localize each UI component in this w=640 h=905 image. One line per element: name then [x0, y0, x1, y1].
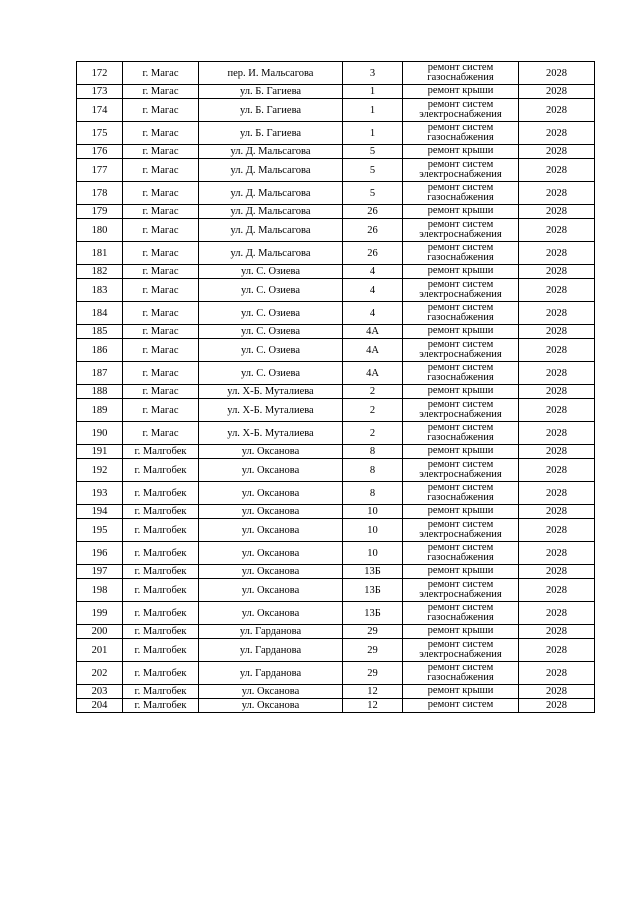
row-number: 193 [77, 482, 123, 505]
work-type-cell: ремонт систем электроснабжения [403, 459, 519, 482]
year-cell: 2028 [519, 542, 595, 565]
table-row [77, 482, 595, 505]
street-cell: ул. С. Озиева [199, 279, 343, 302]
year-cell: 2028 [519, 445, 595, 459]
work-type-cell: ремонт систем газоснабжения [403, 302, 519, 325]
table-row [77, 445, 595, 459]
street-cell: ул. Оксанова [199, 699, 343, 713]
house-number-cell: 10 [343, 519, 403, 542]
table-row [77, 62, 595, 85]
row-number: 197 [77, 565, 123, 579]
city-cell: г. Малгобек [123, 519, 199, 542]
row-number: 187 [77, 362, 123, 385]
city-cell: г. Магас [123, 325, 199, 339]
street-cell: ул. Д. Мальсагова [199, 145, 343, 159]
city-cell: г. Малгобек [123, 579, 199, 602]
year-cell: 2028 [519, 685, 595, 699]
work-type-cell: ремонт систем электроснабжения [403, 519, 519, 542]
table-row [77, 302, 595, 325]
year-cell: 2028 [519, 625, 595, 639]
city-cell: г. Малгобек [123, 445, 199, 459]
city-cell: г. Магас [123, 85, 199, 99]
city-cell: г. Магас [123, 339, 199, 362]
year-cell: 2028 [519, 242, 595, 265]
street-cell: ул. Б. Гагиева [199, 122, 343, 145]
street-cell: ул. Гарданова [199, 662, 343, 685]
street-cell: ул. Х-Б. Муталиева [199, 422, 343, 445]
row-number: 194 [77, 505, 123, 519]
row-number: 173 [77, 85, 123, 99]
work-type-cell: ремонт крыши [403, 85, 519, 99]
house-number-cell: 10 [343, 542, 403, 565]
work-type-cell: ремонт крыши [403, 265, 519, 279]
house-number-cell: 29 [343, 625, 403, 639]
year-cell: 2028 [519, 145, 595, 159]
year-cell: 2028 [519, 339, 595, 362]
work-type-cell: ремонт систем газоснабжения [403, 182, 519, 205]
house-number-cell: 26 [343, 242, 403, 265]
house-number-cell: 2 [343, 385, 403, 399]
house-number-cell: 13Б [343, 565, 403, 579]
table-row [77, 639, 595, 662]
work-type-cell: ремонт крыши [403, 445, 519, 459]
table-row [77, 519, 595, 542]
city-cell: г. Малгобек [123, 625, 199, 639]
house-number-cell: 26 [343, 205, 403, 219]
work-type-cell: ремонт систем газоснабжения [403, 542, 519, 565]
street-cell: ул. Д. Мальсагова [199, 219, 343, 242]
street-cell: ул. Д. Мальсагова [199, 205, 343, 219]
table-row [77, 625, 595, 639]
street-cell: ул. Д. Мальсагова [199, 242, 343, 265]
year-cell: 2028 [519, 99, 595, 122]
city-cell: г. Магас [123, 122, 199, 145]
street-cell: ул. Гарданова [199, 625, 343, 639]
row-number: 181 [77, 242, 123, 265]
house-number-cell: 29 [343, 662, 403, 685]
year-cell: 2028 [519, 219, 595, 242]
city-cell: г. Магас [123, 362, 199, 385]
city-cell: г. Малгобек [123, 602, 199, 625]
row-number: 180 [77, 219, 123, 242]
house-number-cell: 2 [343, 399, 403, 422]
row-number: 177 [77, 159, 123, 182]
street-cell: ул. Оксанова [199, 482, 343, 505]
year-cell: 2028 [519, 85, 595, 99]
city-cell: г. Малгобек [123, 639, 199, 662]
house-number-cell: 8 [343, 459, 403, 482]
house-number-cell: 4 [343, 265, 403, 279]
work-type-cell: ремонт систем электроснабжения [403, 639, 519, 662]
house-number-cell: 4 [343, 302, 403, 325]
city-cell: г. Магас [123, 279, 199, 302]
street-cell: ул. Гарданова [199, 639, 343, 662]
table-row [77, 205, 595, 219]
street-cell: ул. Д. Мальсагова [199, 159, 343, 182]
year-cell: 2028 [519, 362, 595, 385]
street-cell: ул. Оксанова [199, 565, 343, 579]
year-cell: 2028 [519, 205, 595, 219]
row-number: 188 [77, 385, 123, 399]
table-row [77, 385, 595, 399]
house-number-cell: 12 [343, 685, 403, 699]
row-number: 178 [77, 182, 123, 205]
city-cell: г. Магас [123, 385, 199, 399]
row-number: 203 [77, 685, 123, 699]
table-row [77, 279, 595, 302]
work-type-cell: ремонт систем газоснабжения [403, 62, 519, 85]
house-number-cell: 4 [343, 279, 403, 302]
work-type-cell: ремонт систем электроснабжения [403, 159, 519, 182]
house-number-cell: 4А [343, 325, 403, 339]
street-cell: ул. Оксанова [199, 445, 343, 459]
table-row [77, 505, 595, 519]
work-type-cell: ремонт систем электроснабжения [403, 399, 519, 422]
house-number-cell: 13Б [343, 579, 403, 602]
house-number-cell: 3 [343, 62, 403, 85]
house-number-cell: 29 [343, 639, 403, 662]
house-number-cell: 4А [343, 362, 403, 385]
table-row [77, 699, 595, 713]
table-row [77, 602, 595, 625]
city-cell: г. Магас [123, 399, 199, 422]
work-type-cell: ремонт систем электроснабжения [403, 339, 519, 362]
street-cell: пер. И. Мальсагова [199, 62, 343, 85]
row-number: 202 [77, 662, 123, 685]
year-cell: 2028 [519, 505, 595, 519]
year-cell: 2028 [519, 699, 595, 713]
year-cell: 2028 [519, 279, 595, 302]
city-cell: г. Магас [123, 219, 199, 242]
table-row [77, 579, 595, 602]
work-type-cell: ремонт систем газоснабжения [403, 122, 519, 145]
table-row [77, 422, 595, 445]
year-cell: 2028 [519, 579, 595, 602]
street-cell: ул. С. Озиева [199, 302, 343, 325]
row-number: 182 [77, 265, 123, 279]
year-cell: 2028 [519, 182, 595, 205]
house-number-cell: 5 [343, 182, 403, 205]
street-cell: ул. Б. Гагиева [199, 99, 343, 122]
work-type-cell: ремонт систем электроснабжения [403, 99, 519, 122]
work-type-cell: ремонт систем электроснабжения [403, 279, 519, 302]
year-cell: 2028 [519, 122, 595, 145]
city-cell: г. Магас [123, 242, 199, 265]
city-cell: г. Магас [123, 205, 199, 219]
work-type-cell: ремонт систем газоснабжения [403, 482, 519, 505]
table-row [77, 182, 595, 205]
work-type-cell: ремонт систем газоснабжения [403, 602, 519, 625]
row-number: 191 [77, 445, 123, 459]
city-cell: г. Магас [123, 265, 199, 279]
city-cell: г. Магас [123, 99, 199, 122]
table-row [77, 122, 595, 145]
street-cell: ул. С. Озиева [199, 362, 343, 385]
street-cell: ул. Оксанова [199, 459, 343, 482]
row-number: 192 [77, 459, 123, 482]
row-number: 195 [77, 519, 123, 542]
row-number: 199 [77, 602, 123, 625]
table-row [77, 159, 595, 182]
table-row [77, 242, 595, 265]
house-number-cell: 5 [343, 159, 403, 182]
year-cell: 2028 [519, 565, 595, 579]
house-number-cell: 13Б [343, 602, 403, 625]
work-type-cell: ремонт крыши [403, 325, 519, 339]
street-cell: ул. Х-Б. Муталиева [199, 385, 343, 399]
row-number: 172 [77, 62, 123, 85]
work-type-cell: ремонт крыши [403, 205, 519, 219]
city-cell: г. Малгобек [123, 542, 199, 565]
house-number-cell: 4А [343, 339, 403, 362]
street-cell: ул. Б. Гагиева [199, 85, 343, 99]
table-row [77, 219, 595, 242]
house-number-cell: 5 [343, 145, 403, 159]
row-number: 204 [77, 699, 123, 713]
city-cell: г. Малгобек [123, 565, 199, 579]
city-cell: г. Магас [123, 422, 199, 445]
street-cell: ул. Д. Мальсагова [199, 182, 343, 205]
work-type-cell: ремонт систем газоснабжения [403, 362, 519, 385]
work-type-cell: ремонт крыши [403, 385, 519, 399]
city-cell: г. Малгобек [123, 699, 199, 713]
table-row [77, 362, 595, 385]
year-cell: 2028 [519, 399, 595, 422]
city-cell: г. Малгобек [123, 459, 199, 482]
house-number-cell: 1 [343, 99, 403, 122]
table-row [77, 99, 595, 122]
table-row [77, 662, 595, 685]
table-body [77, 62, 595, 713]
city-cell: г. Магас [123, 302, 199, 325]
street-cell: ул. Оксанова [199, 505, 343, 519]
row-number: 175 [77, 122, 123, 145]
city-cell: г. Малгобек [123, 482, 199, 505]
work-type-cell: ремонт крыши [403, 625, 519, 639]
table-row [77, 85, 595, 99]
row-number: 184 [77, 302, 123, 325]
work-type-cell: ремонт систем электроснабжения [403, 579, 519, 602]
street-cell: ул. Оксанова [199, 579, 343, 602]
city-cell: г. Малгобек [123, 505, 199, 519]
street-cell: ул. С. Озиева [199, 339, 343, 362]
house-number-cell: 2 [343, 422, 403, 445]
street-cell: ул. С. Озиева [199, 325, 343, 339]
work-type-cell: ремонт крыши [403, 565, 519, 579]
house-number-cell: 26 [343, 219, 403, 242]
year-cell: 2028 [519, 639, 595, 662]
work-type-cell: ремонт крыши [403, 505, 519, 519]
row-number: 196 [77, 542, 123, 565]
city-cell: г. Малгобек [123, 662, 199, 685]
work-type-cell: ремонт систем газоснабжения [403, 242, 519, 265]
table-row [77, 339, 595, 362]
city-cell: г. Малгобек [123, 685, 199, 699]
year-cell: 2028 [519, 519, 595, 542]
street-cell: ул. Оксанова [199, 542, 343, 565]
year-cell: 2028 [519, 62, 595, 85]
table-row [77, 685, 595, 699]
row-number: 190 [77, 422, 123, 445]
work-type-cell: ремонт систем электроснабжения [403, 219, 519, 242]
year-cell: 2028 [519, 482, 595, 505]
house-number-cell: 12 [343, 699, 403, 713]
work-type-cell: ремонт крыши [403, 685, 519, 699]
work-type-cell: ремонт систем газоснабжения [403, 662, 519, 685]
year-cell: 2028 [519, 302, 595, 325]
row-number: 200 [77, 625, 123, 639]
row-number: 174 [77, 99, 123, 122]
work-type-cell: ремонт систем газоснабжения [403, 422, 519, 445]
city-cell: г. Магас [123, 62, 199, 85]
work-type-cell: ремонт крыши [403, 145, 519, 159]
table-row [77, 145, 595, 159]
table-row [77, 565, 595, 579]
year-cell: 2028 [519, 325, 595, 339]
house-number-cell: 8 [343, 482, 403, 505]
year-cell: 2028 [519, 662, 595, 685]
row-number: 186 [77, 339, 123, 362]
house-number-cell: 1 [343, 122, 403, 145]
table-row [77, 399, 595, 422]
street-cell: ул. Х-Б. Муталиева [199, 399, 343, 422]
work-type-cell: ремонт систем [403, 699, 519, 713]
city-cell: г. Магас [123, 182, 199, 205]
row-number: 179 [77, 205, 123, 219]
row-number: 176 [77, 145, 123, 159]
street-cell: ул. С. Озиева [199, 265, 343, 279]
street-cell: ул. Оксанова [199, 519, 343, 542]
year-cell: 2028 [519, 602, 595, 625]
street-cell: ул. Оксанова [199, 602, 343, 625]
row-number: 183 [77, 279, 123, 302]
row-number: 185 [77, 325, 123, 339]
table-row [77, 542, 595, 565]
repair-schedule-table [76, 61, 595, 713]
year-cell: 2028 [519, 385, 595, 399]
row-number: 201 [77, 639, 123, 662]
year-cell: 2028 [519, 159, 595, 182]
year-cell: 2028 [519, 265, 595, 279]
house-number-cell: 1 [343, 85, 403, 99]
city-cell: г. Магас [123, 145, 199, 159]
house-number-cell: 8 [343, 445, 403, 459]
table-row [77, 265, 595, 279]
city-cell: г. Магас [123, 159, 199, 182]
year-cell: 2028 [519, 459, 595, 482]
year-cell: 2028 [519, 422, 595, 445]
street-cell: ул. Оксанова [199, 685, 343, 699]
row-number: 189 [77, 399, 123, 422]
house-number-cell: 10 [343, 505, 403, 519]
table-row [77, 459, 595, 482]
table-row [77, 325, 595, 339]
row-number: 198 [77, 579, 123, 602]
